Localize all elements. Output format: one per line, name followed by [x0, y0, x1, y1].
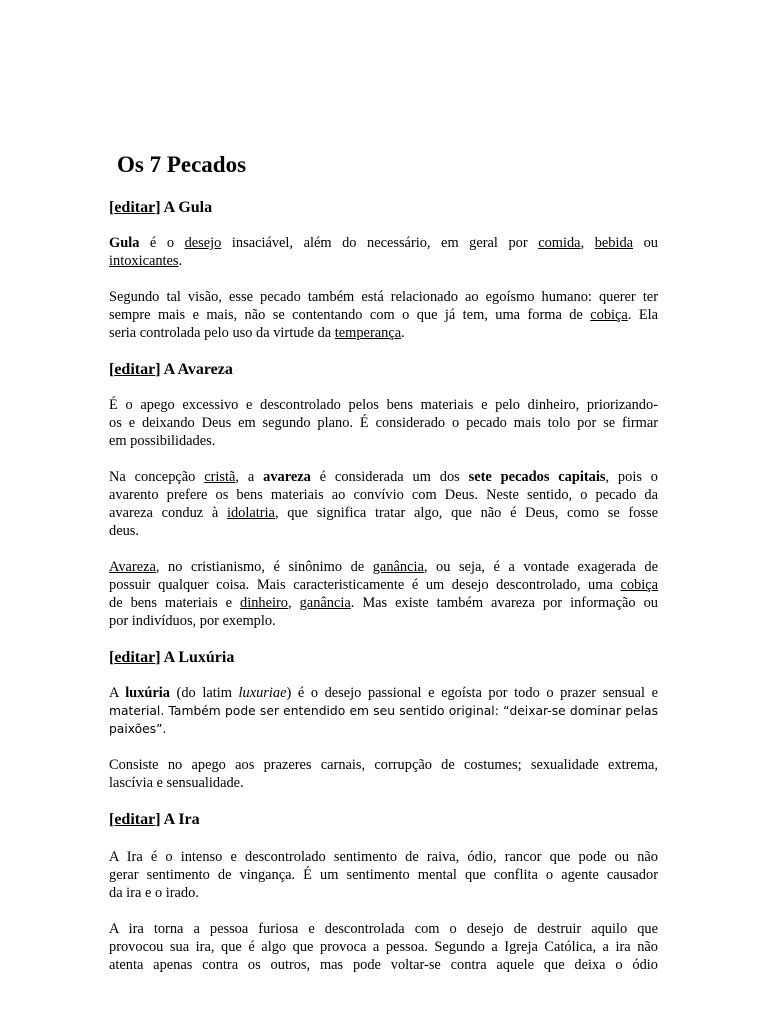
- text-line: por indivíduos, por exemplo.: [109, 613, 276, 629]
- link-cobica-2[interactable]: cobiça: [620, 577, 658, 593]
- text-line: Na concepção cristã, a avareza é considerada um dos sete pecados capitais, pois o: [109, 469, 658, 485]
- text-line: A luxúria (do latim luxuriae) é o desejo passional e egoísta por todo o prazer sensual e: [109, 685, 658, 701]
- text-line: atenta apenas contra os outros, mas pode voltar-se contra aquele que deixa o ódio: [109, 957, 658, 973]
- section-title-ira: A Ira: [163, 811, 200, 828]
- paragraph-avareza-1: [109, 396, 658, 450]
- text-line: provocou sua ira, que é algo que provoca a pessoa. Segundo a Igreja Católica, a ira não: [109, 939, 658, 955]
- text-line: Gula é o desejo insaciável, além do necessário, em geral por comida, bebida ou: [109, 235, 658, 251]
- section-heading-ira: [editar] A Ira: [109, 811, 200, 828]
- paragraph-ira-2: [109, 920, 658, 974]
- link-crista[interactable]: cristã: [204, 469, 236, 485]
- text-line: gerar sentimento de vingança. É um sentimento mental que conflita o agente causador: [109, 867, 658, 883]
- link-dinheiro[interactable]: dinheiro: [240, 595, 289, 611]
- edit-link-avareza[interactable]: editar: [114, 361, 156, 378]
- link-temperanca[interactable]: temperança: [334, 325, 402, 341]
- text-line: A Ira é o intenso e descontrolado sentimento de raiva, ódio, rancor que pode ou não: [109, 849, 658, 865]
- link-ganancia[interactable]: ganância: [372, 559, 424, 575]
- text-line: da ira e o irado.: [109, 885, 199, 901]
- paragraph-luxuria-2: [109, 756, 658, 792]
- section-heading-gula: [editar] A Gula: [109, 199, 213, 216]
- link-ganancia-2[interactable]: ganância: [299, 595, 351, 611]
- section-heading-avareza: [editar] A Avareza: [109, 361, 233, 378]
- text-line: avareza conduz à idolatria, que significa tratar algo, que não é Deus, como se fosse: [109, 505, 658, 521]
- link-avareza[interactable]: Avareza: [109, 559, 156, 575]
- edit-link-luxuria[interactable]: editar: [114, 649, 156, 666]
- section-title-gula: A Gula: [163, 199, 213, 216]
- section-title-luxuria: A Luxúria: [163, 649, 235, 666]
- link-cobica[interactable]: cobiça: [590, 307, 628, 323]
- paragraph-ira-1: [109, 848, 658, 902]
- section-title-avareza: A Avareza: [163, 361, 233, 378]
- edit-link-ira[interactable]: editar: [114, 811, 156, 828]
- text-line: Segundo tal visão, esse pecado também está relacionado ao egoísmo humano: querer ter: [109, 289, 658, 305]
- link-comida[interactable]: comida: [538, 235, 581, 251]
- text-line: em possibilidades.: [109, 433, 216, 449]
- text-line: Consiste no apego aos prazeres carnais, corrupção de costumes; sexualidade extrema,: [109, 757, 658, 773]
- text-line: possuir qualquer coisa. Mais caracteristicamente é um desejo descontrolado, uma cobiça: [109, 577, 658, 593]
- link-idolatria[interactable]: idolatria: [226, 505, 275, 521]
- text-line: material. Também pode ser entendido em seu sentido original: “deixar-se dominar pelas: [109, 704, 658, 718]
- text-line: sempre mais e mais, não se contentando com o que já tem, uma forma de cobiça. Ela: [109, 307, 659, 323]
- link-bebida[interactable]: bebida: [594, 235, 634, 251]
- text-line: deus.: [109, 523, 139, 539]
- text-line: intoxicantes.: [109, 253, 183, 269]
- text-line: paixões”.: [109, 722, 167, 736]
- text-line: de bens materiais e dinheiro, ganância. Mas existe também avareza por informação ou: [109, 595, 658, 611]
- text-line: os e deixando Deus em segundo plano. É considerado o pecado mais tolo por se firmar: [109, 415, 658, 431]
- paragraph-luxuria-1: [109, 684, 658, 738]
- text-line: avarento prefere os bens materiais ao convívio com Deus. Neste sentido, o pecado da: [109, 487, 658, 503]
- paragraph-gula-1: [109, 234, 658, 270]
- page-title: Os 7 Pecados: [117, 152, 247, 177]
- paragraph-avareza-3: [109, 558, 658, 630]
- paragraph-avareza-2: [109, 468, 658, 540]
- text-line: Avareza, no cristianismo, é sinônimo de ganância, ou seja, é a vontade exagerada de: [109, 559, 658, 575]
- text-line: lascívia e sensualidade.: [109, 775, 244, 791]
- text-line: A ira torna a pessoa furiosa e descontrolada com o desejo de destruir aquilo que: [109, 921, 658, 937]
- link-intoxicantes[interactable]: intoxicantes: [109, 253, 179, 269]
- paragraph-gula-2: [109, 288, 658, 342]
- text-line: seria controlada pelo uso da virtude da temperança.: [109, 325, 405, 341]
- link-desejo[interactable]: desejo: [184, 235, 222, 251]
- edit-link-gula[interactable]: editar: [114, 199, 156, 216]
- section-heading-luxuria: [editar] A Luxúria: [109, 649, 235, 666]
- text-line: É o apego excessivo e descontrolado pelos bens materiais e pelo dinheiro, priorizando-: [109, 397, 658, 413]
